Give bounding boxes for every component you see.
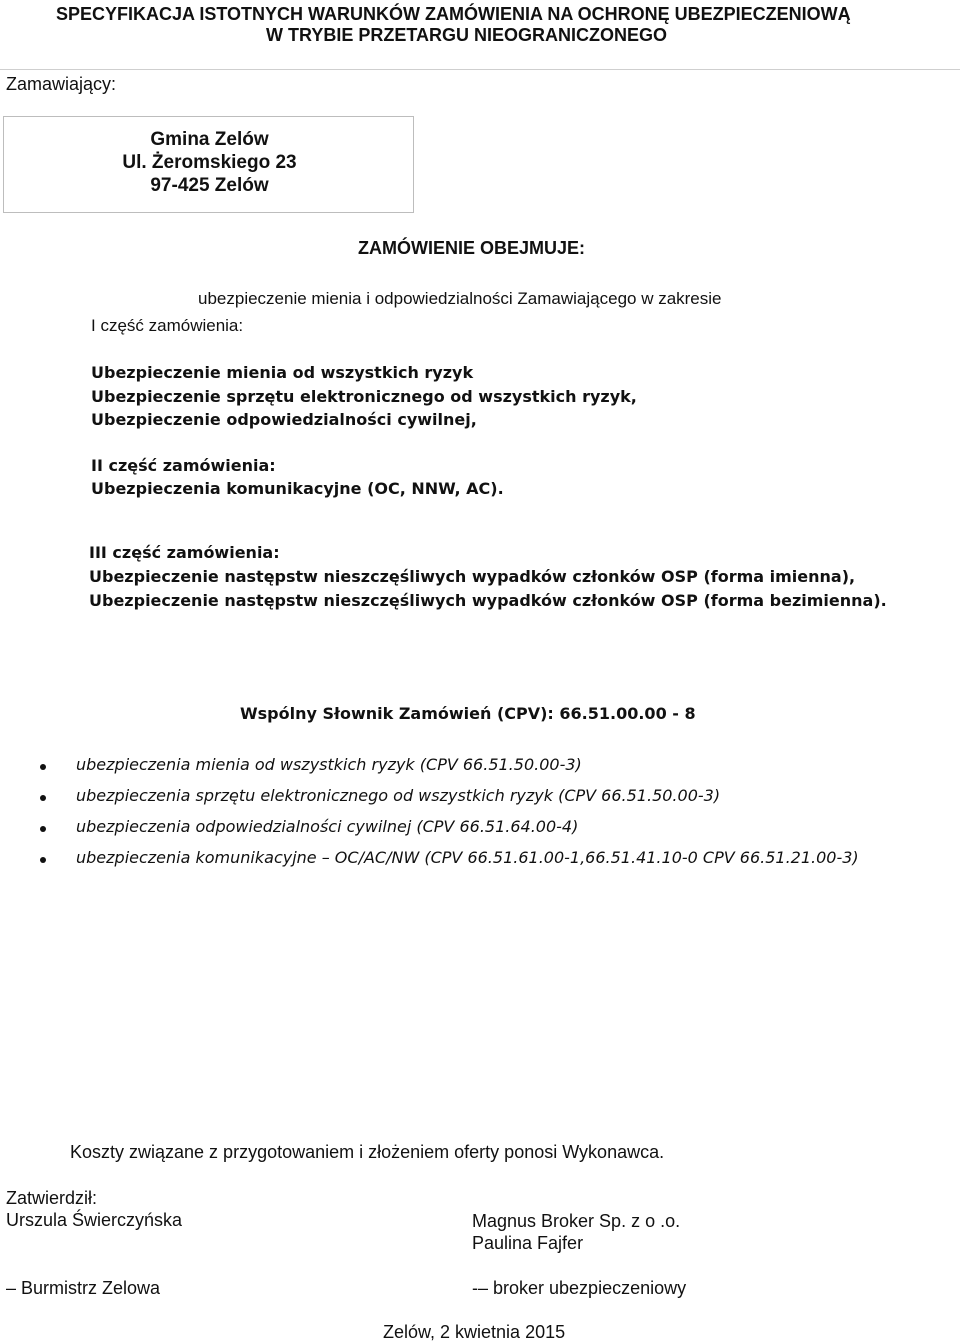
place-date: Zelów, 2 kwietnia 2015 — [383, 1322, 566, 1342]
part2-item-1: Ubezpieczenia komunikacyjne (OC, NNW, AC). — [91, 479, 504, 498]
right-signatory-company: Magnus Broker Sp. z o .o. — [472, 1211, 681, 1231]
bullet-icon — [40, 795, 46, 801]
document-title-line-1: SPECYFIKACJA ISTOTNYCH WARUNKÓW ZAMÓWIENIA NA OCHRONĘ UBEZPIECZENIOWĄ — [56, 4, 851, 24]
part2-label: II część zamówienia: — [91, 456, 276, 475]
part1-label: I część zamówienia: — [91, 316, 244, 335]
bullet-icon — [40, 826, 46, 832]
address-line-1: Gmina Zelów — [150, 129, 269, 150]
document-title-line-2: W TRYBIE PRZETARGU NIEOGRANICZONEGO — [266, 25, 668, 45]
right-signatory-name: Paulina Fajfer — [472, 1233, 584, 1253]
ordering-party-label: Zamawiający: — [6, 74, 117, 94]
bullet-icon — [40, 764, 46, 770]
cpv-item-2: ubezpieczenia sprzętu elektronicznego od wszystkich ryzyk (CPV 66.51.50.00-3) — [76, 786, 721, 805]
part1-item-2: Ubezpieczenie sprzętu elektronicznego od wszystkich ryzyk, — [91, 387, 637, 406]
cpv-heading: Wspólny Słownik Zamówień (CPV): 66.51.00.00 - 8 — [240, 704, 696, 723]
header-divider — [0, 69, 960, 70]
approved-label: Zatwierdził: — [6, 1188, 98, 1208]
address-line-2: Ul. Żeromskiego 23 — [122, 152, 297, 173]
part3-item-2: Ubezpieczenie następstw nieszczęśliwych wypadków członków OSP (forma bezimienna). — [89, 591, 887, 610]
part1-item-1: Ubezpieczenie mienia od wszystkich ryzyk — [91, 363, 474, 382]
cpv-item-4: ubezpieczenia komunikacyjne – OC/AC/NW (CPV 66.51.61.00-1,66.51.41.10-0 CPV 66.51.21.00-3) — [76, 848, 859, 867]
bullet-icon — [40, 857, 46, 863]
address-line-3: 97-425 Zelów — [150, 175, 269, 196]
costs-note: Koszty związane z przygotowaniem i złożeniem oferty ponosi Wykonawca. — [70, 1142, 665, 1162]
part3-item-1: Ubezpieczenie następstw nieszczęśliwych wypadków członków OSP (forma imienna), — [89, 567, 856, 586]
left-signatory-role: – Burmistrz Zelowa — [6, 1278, 161, 1298]
right-signatory-role: -– broker ubezpieczeniowy — [472, 1278, 687, 1298]
cpv-item-3: ubezpieczenia odpowiedzialności cywilnej (CPV 66.51.64.00-4) — [76, 817, 579, 836]
part1-item-3: Ubezpieczenie odpowiedzialności cywilnej, — [91, 410, 477, 429]
ordering-party-address-box — [3, 116, 414, 213]
cpv-item-1: ubezpieczenia mienia od wszystkich ryzyk (CPV 66.51.50.00-3) — [76, 755, 582, 774]
scope-heading: ZAMÓWIENIE OBEJMUJE: — [358, 238, 586, 258]
part1-intro: ubezpieczenie mienia i odpowiedzialności Zamawiającego w zakresie — [198, 289, 722, 308]
left-signatory-name: Urszula Świerczyńska — [6, 1210, 183, 1230]
part3-label: III część zamówienia: — [89, 543, 280, 562]
